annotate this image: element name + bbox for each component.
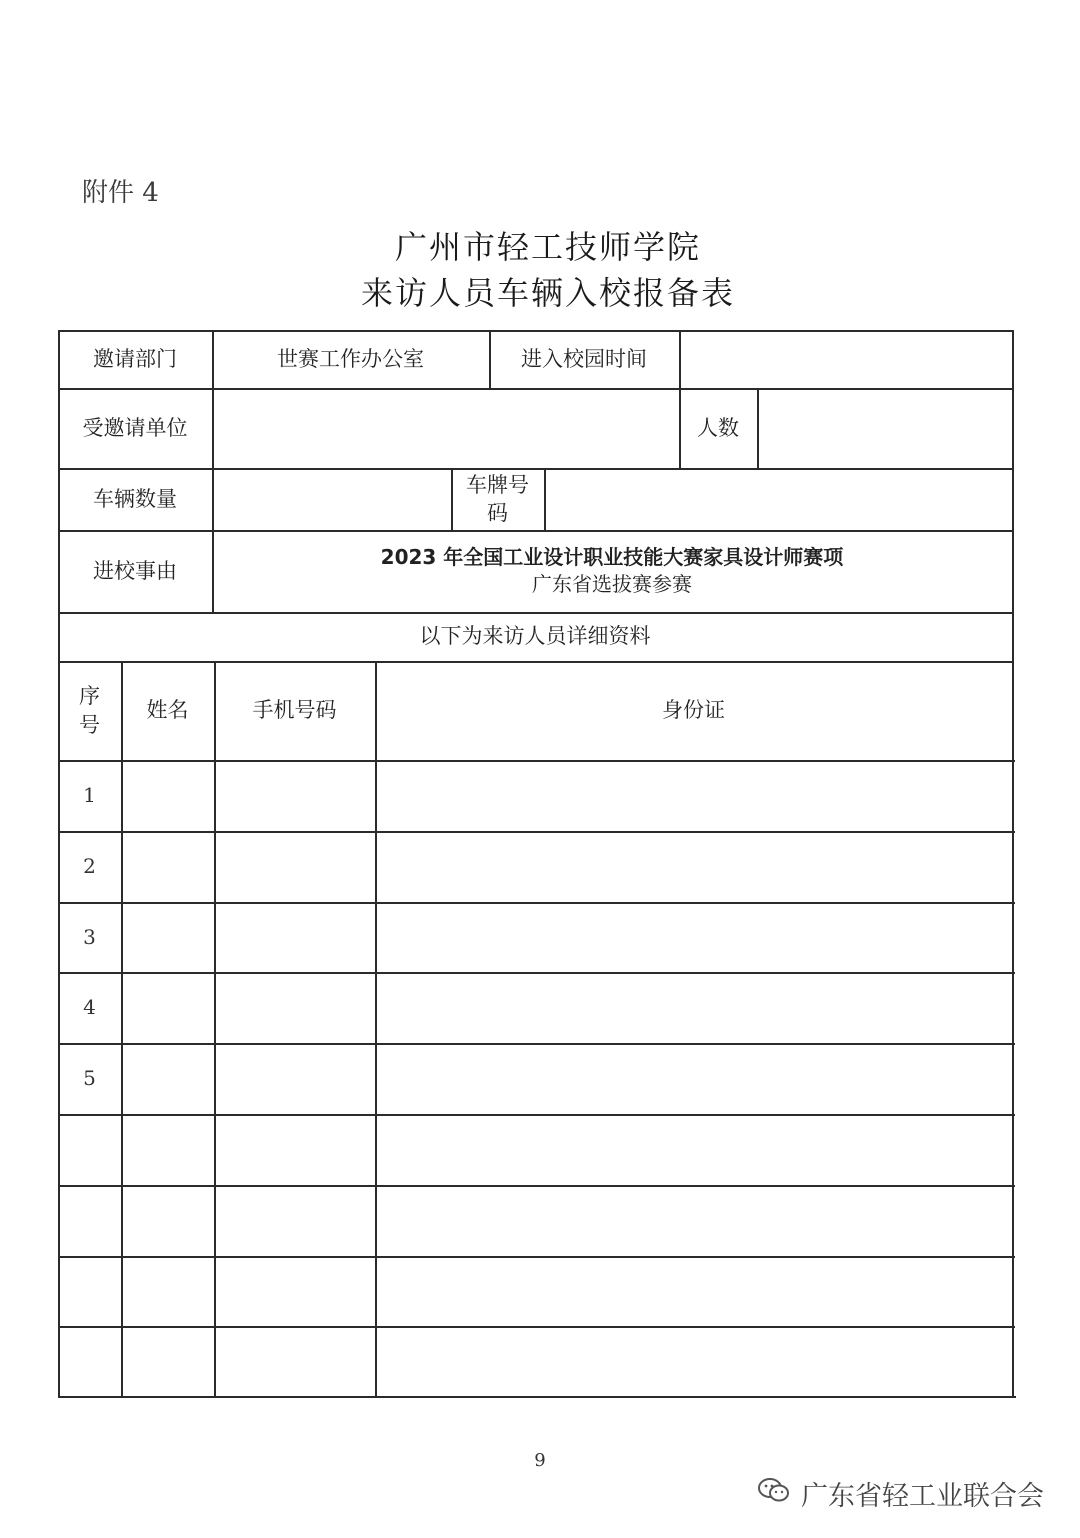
watermark-text: 广东省轻工业联合会 xyxy=(801,1481,1044,1512)
row-index: 4 xyxy=(83,995,96,1019)
entry-time-label: 进入校园时间 xyxy=(521,346,647,371)
col-id-header: 身份证 xyxy=(662,698,725,723)
entry-time-field[interactable] xyxy=(679,330,1012,388)
row-index: 5 xyxy=(83,1066,96,1090)
headcount-field[interactable] xyxy=(757,388,1012,468)
col-name-header: 姓名 xyxy=(146,698,189,723)
form-title-line2: 来访人员车辆入校报备表 xyxy=(360,274,735,312)
headcount-label: 人数 xyxy=(697,415,739,440)
attachment-label: 附件 4 xyxy=(82,178,159,208)
form-title-line1: 广州市轻工技师学院 xyxy=(394,228,701,266)
vehicle-count-field[interactable] xyxy=(212,468,451,530)
reason-value xyxy=(212,530,1012,612)
invited-unit-label: 受邀请单位 xyxy=(82,415,188,440)
plate-label-line2: 码 xyxy=(487,501,508,525)
col-index-line1: 序 xyxy=(79,684,100,709)
invited-unit-field[interactable] xyxy=(212,388,679,468)
reason-line2: 广东省选拔赛参赛 xyxy=(532,572,692,596)
page-number: 9 xyxy=(534,1450,546,1471)
plate-number-label xyxy=(451,468,544,530)
col-phone-header: 手机号码 xyxy=(252,698,337,723)
reason-label: 进校事由 xyxy=(93,558,177,583)
row-index: 3 xyxy=(83,924,96,949)
invite-dept-value: 世赛工作办公室 xyxy=(277,346,424,371)
details-heading: 以下为来访人员详细资料 xyxy=(419,624,651,649)
plate-number-field[interactable] xyxy=(544,468,1012,530)
col-index-line2: 号 xyxy=(79,712,100,737)
wechat-icon xyxy=(757,1476,791,1511)
watermark xyxy=(757,1474,1044,1513)
row-index: 2 xyxy=(83,854,96,878)
col-index-header xyxy=(58,661,121,760)
reason-line1: 2023 年全国工业设计职业技能大赛家具设计师赛项 xyxy=(380,545,844,569)
row-index: 1 xyxy=(83,783,96,807)
vehicle-count-label: 车辆数量 xyxy=(93,486,177,511)
plate-label-line1: 车牌号 xyxy=(466,472,529,497)
invite-dept-label: 邀请部门 xyxy=(93,346,177,371)
